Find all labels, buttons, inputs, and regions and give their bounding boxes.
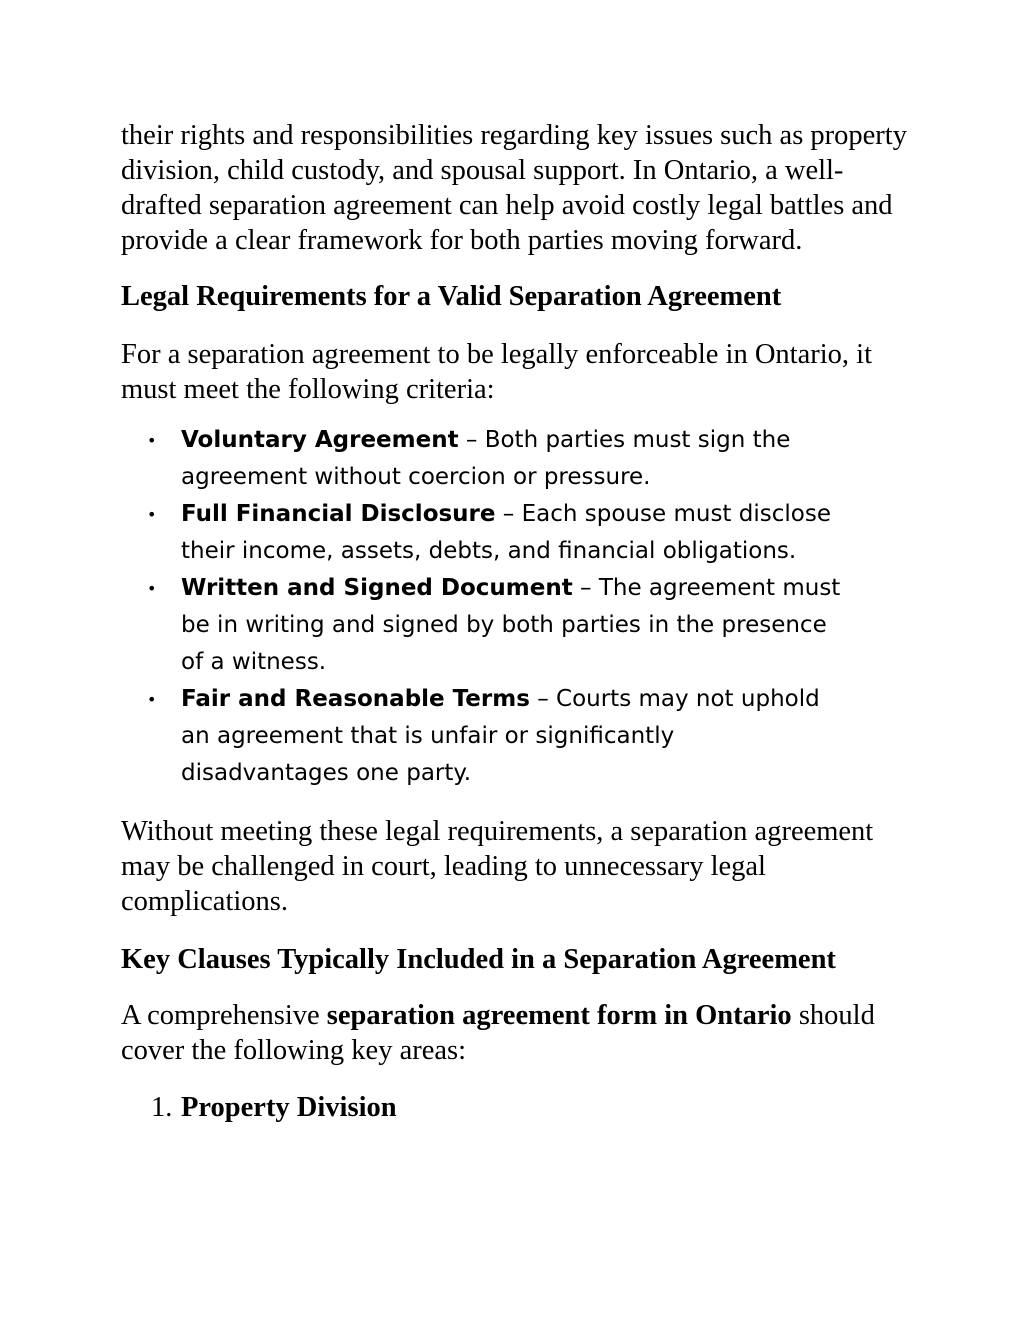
criteria-item-written-signed — [121, 570, 841, 681]
document-page — [121, 118, 911, 1125]
criteria-description: – Each spouse must disclose their income, assets, debts, and financial obligations. — [181, 501, 831, 564]
key-clauses-heading: Key Clauses Typically Included in a Separation Agreement — [121, 944, 836, 975]
legal-requirements-heading: Legal Requirements for a Valid Separation Agreement — [121, 281, 782, 312]
criteria-term: Written and Signed Document — [181, 575, 573, 601]
paragraph-bold-phrase: separation agreement form in Ontario — [326, 1000, 792, 1031]
bullet-icon: • — [147, 579, 157, 598]
intro-paragraph: their rights and responsibilities regarding key issues such as property division, child custody, and spousal support. In Ontario, a well-drafted separation agreement can help avoid costly legal battles and provide a clear framework for both parties moving forward. — [121, 120, 907, 256]
paragraph-text-end: should cover the following key areas: — [121, 1000, 875, 1066]
list-number: 1. — [151, 1092, 173, 1123]
criteria-list — [121, 422, 841, 792]
criteria-term: Full Financial Disclosure — [181, 501, 496, 527]
criteria-item-voluntary — [121, 422, 841, 496]
criteria-item-financial-disclosure — [121, 496, 841, 570]
key-area-title: Property Division — [181, 1092, 397, 1123]
criteria-item-fair-terms — [121, 681, 841, 792]
paragraph-text-start: A comprehensive — [121, 1000, 327, 1031]
bullet-icon: • — [147, 690, 157, 709]
criteria-description: – Courts may not uphold an agreement that is unfair or significantly disadvantages one party. — [181, 686, 820, 786]
key-clauses-paragraph — [121, 998, 911, 1068]
key-areas-list — [121, 1090, 911, 1125]
requirements-closing-paragraph: Without meeting these legal requirements, a separation agreement may be challenged in court, leading to unnecessary legal complications. — [121, 816, 874, 917]
bullet-icon: • — [147, 431, 157, 450]
criteria-description: – Both parties must sign the agreement without coercion or pressure. — [181, 427, 791, 490]
criteria-term: Voluntary Agreement — [181, 427, 459, 453]
key-area-item-property-division — [121, 1090, 911, 1125]
criteria-description: – The agreement must be in writing and signed by both parties in the presence of a witness. — [181, 575, 841, 675]
criteria-term: Fair and Reasonable Terms — [181, 686, 530, 712]
bullet-icon: • — [147, 505, 157, 524]
criteria-intro-paragraph: For a separation agreement to be legally enforceable in Ontario, it must meet the following criteria: — [121, 339, 872, 405]
